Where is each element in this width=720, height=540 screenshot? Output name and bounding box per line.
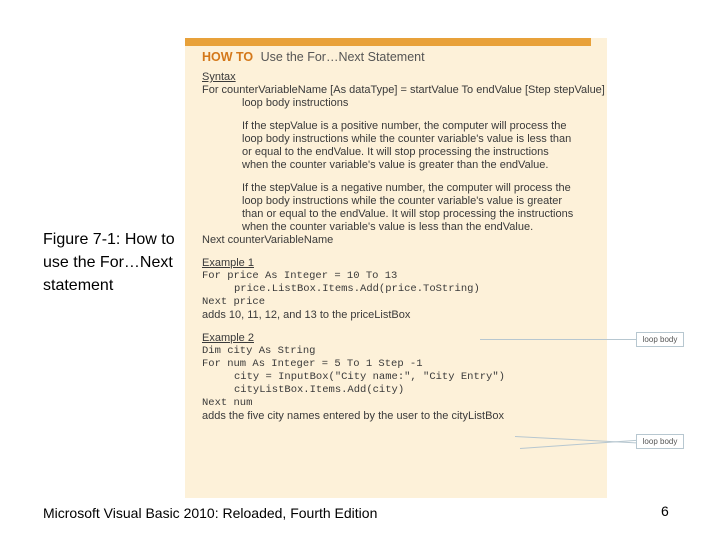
footer-text: Microsoft Visual Basic 2010: Reloaded, Fourth Edition [43,505,378,521]
howto-label: HOW TO [202,50,254,64]
callout-loop-body-1: loop body [636,332,684,347]
syntax-line: For counterVariableName [As dataType] = startValue To endValue [Step stepValue] [202,84,605,96]
example1-code-line: Next price [202,296,266,308]
para1-line: when the counter variable's value is greater than the endValue. [242,159,549,171]
para1-line: or equal to the endValue. It will stop processing the instructions [242,146,549,158]
header-bar [185,38,591,46]
panel-content [202,50,605,423]
figure-caption: Figure 7-1: How to use the For…Next statement [43,231,175,294]
howto-title [202,50,602,65]
example2-code-line: cityListBox.Items.Add(city) [234,384,405,396]
example2-note: adds the five city names entered by the user to the cityListBox [202,410,505,422]
example2-code-line: city = InputBox("City name:", "City Entry") [234,371,505,383]
example1-heading: Example 1 [202,257,254,269]
para2-line: loop body instructions while the counter variable's value is greater [242,195,563,207]
example1-code-line: For price As Integer = 10 To 13 [202,270,398,282]
page-number: 6 [661,503,669,519]
para1-line: loop body instructions while the counter variable's value is less than [242,133,572,145]
para2-line: If the stepValue is a negative number, the computer will process the [242,182,571,194]
callout-loop-body-2: loop body [636,434,684,449]
example2-code-line: Next num [202,397,253,409]
example2-code-line: Dim city As String [202,345,316,357]
loop-body-line: loop body instructions [242,97,349,109]
next-line: Next counterVariableName [202,234,334,246]
para2-line: when the counter variable's value is less than the endValue. [242,221,534,233]
howto-panel [185,38,607,498]
example1-code-line: price.ListBox.Items.Add(price.ToString) [234,283,480,295]
howto-title-text: Use the For…Next Statement [260,50,425,64]
syntax-heading: Syntax [202,71,236,83]
example2-code-line: For num As Integer = 5 To 1 Step -1 [202,358,423,370]
callout-connector [480,339,637,340]
para2-line: than or equal to the endValue. It will stop processing the instructions [242,208,574,220]
example2-heading: Example 2 [202,332,254,344]
example1-note: adds 10, 11, 12, and 13 to the priceListBox [202,309,411,321]
para1-line: If the stepValue is a positive number, the computer will process the [242,120,567,132]
